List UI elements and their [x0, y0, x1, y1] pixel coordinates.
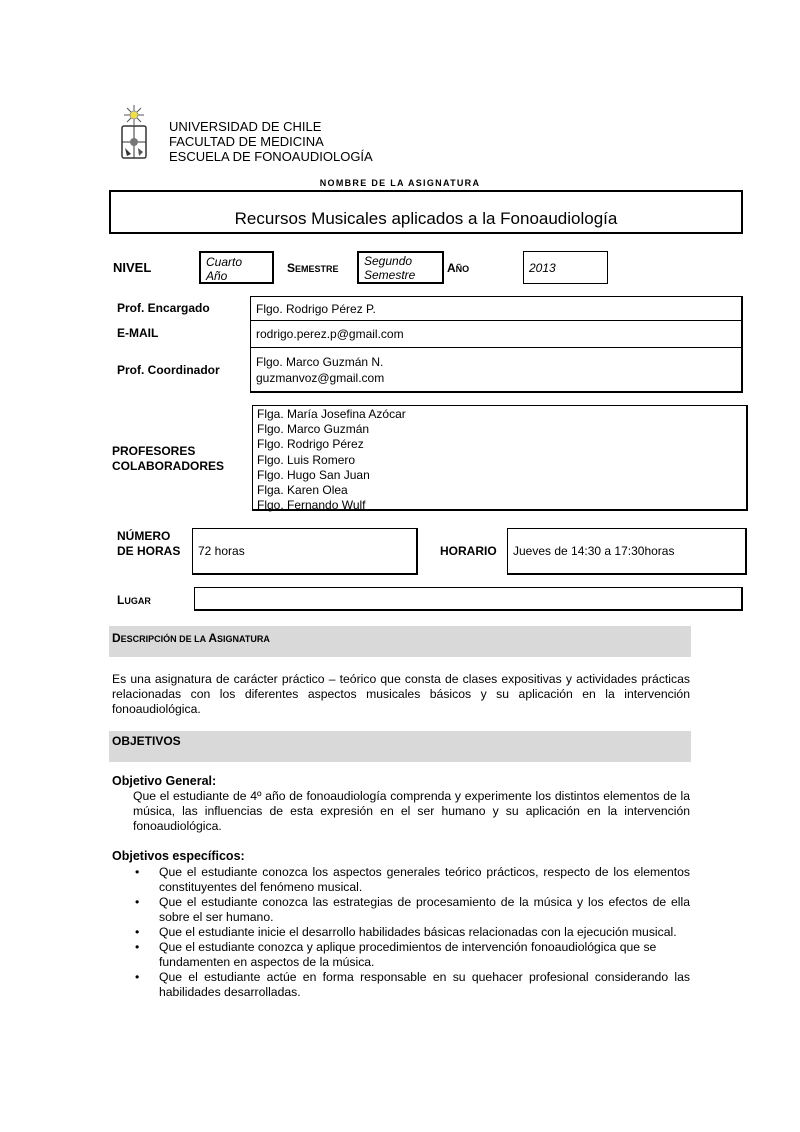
semestre-value-line1: Segundo [364, 254, 413, 268]
semestre-field [357, 251, 444, 284]
header-university: UNIVERSIDAD DE CHILE [169, 119, 322, 134]
objetivo-general-text: Que el estudiante de 4º año de fonoaudiología comprenda y experimente los distintos elementos de la música, las influencias de esta expresión en el ser humano y su aplicación en la intervención fonoaudiológica. [133, 789, 690, 833]
objetivo-especifico-item: • Que el estudiante inicie el desarrollo habilidades básicas relacionadas con la ejecución musical. [135, 925, 677, 939]
descripcion-text: Es una asignatura de carácter práctico – teórico que consta de clases expositivas y actividades prácticas relacionadas con los diferentes aspectos musicales básicos y su aplicación en la intervención fonoaudiológica. [112, 672, 690, 716]
nivel-label: NIVEL [113, 260, 152, 275]
colaborador-item: Flgo. Rodrigo Pérez [257, 437, 364, 452]
header-faculty: FACULTAD DE MEDICINA [169, 134, 324, 149]
nivel-field [199, 251, 274, 284]
horario-field [507, 528, 747, 575]
objetivo-especifico-item: • Que el estudiante conozca los aspectos generales teórico prácticos, respecto de los elementos constituyentes del fenómeno musical. [135, 865, 690, 894]
anio-value: 2013 [529, 261, 556, 275]
anio-label: AÑO [447, 261, 470, 275]
colaborador-item: Flga. María Josefina Azócar [257, 407, 406, 421]
university-crest-icon [119, 104, 149, 160]
objetivo-especifico-item: • Que el estudiante conozca las estrategias de procesamiento de la música y los efectos de ella sobre el ser humano. [135, 895, 690, 924]
colaboradores-box [252, 405, 748, 511]
course-name-value: Recursos Musicales aplicados a la Fonoaudiología [234, 209, 618, 228]
header-school: ESCUELA DE FONOAUDIOLOGÍA [169, 149, 373, 164]
objetivos-heading-bar [109, 731, 691, 762]
objetivo-general-label: Objetivo General: [112, 774, 217, 788]
colaboradores-list [257, 407, 406, 513]
colaborador-item: Flgo. Luis Romero [257, 452, 356, 467]
bullet-icon: • [135, 940, 140, 954]
objetivos-heading: OBJETIVOS [112, 734, 181, 748]
coordinador-email: guzmanvoz@gmail.com [256, 371, 385, 385]
colaborador-item: Flgo. Fernando Wulf [257, 498, 366, 513]
descripcion-heading-bar [109, 626, 691, 657]
colaboradores-label: PROFESORES COLABORADORES [112, 444, 225, 473]
horas-field [192, 528, 418, 575]
staff-box [250, 296, 743, 393]
encargado-label: Prof. Encargado [117, 301, 210, 315]
objetivo-especifico-item: • Que el estudiante actúe en forma responsable en su quehacer profesional considerando las habilidades desarrolladas. [135, 970, 690, 999]
semestre-label: SEMESTRE [287, 261, 339, 275]
colaborador-item: Flgo. Marco Guzmán [257, 422, 370, 437]
objetivos-especificos-list [135, 865, 690, 1000]
horario-value: Jueves de 14:30 a 17:30horas [513, 544, 675, 558]
horas-value: 72 horas [198, 544, 245, 558]
coordinador-name: Flgo. Marco Guzmán N. [256, 355, 384, 369]
bullet-icon: • [135, 925, 140, 939]
nivel-value-line2: Año [206, 269, 228, 283]
anio-field [523, 251, 608, 284]
email-value: rodrigo.perez.p@gmail.com [256, 327, 404, 341]
semestre-value-line2: Semestre [364, 268, 416, 282]
horario-label: HORARIO [440, 544, 497, 558]
lugar-field [194, 587, 743, 611]
horas-label: NÚMERO DE HORAS [117, 529, 181, 558]
bullet-icon: • [135, 970, 140, 984]
objetivos-especificos-label: Objetivos específicos: [112, 849, 245, 863]
coordinador-label: Prof. Coordinador [117, 363, 220, 377]
bullet-icon: • [135, 865, 140, 879]
bullet-icon: • [135, 895, 140, 909]
encargado-value: Flgo. Rodrigo Pérez P. [256, 302, 376, 316]
course-name-label: NOMBRE DE LA ASIGNATURA [319, 178, 481, 188]
descripcion-heading: DESCRIPCIÓN DE LA ASIGNATURA [112, 631, 270, 645]
colaborador-item: Flgo. Hugo San Juan [257, 467, 370, 482]
objetivo-especifico-item: • Que el estudiante conozca y aplique procedimientos de intervención fonoaudiológica que se fundamenten en aspectos de la música. [135, 940, 657, 969]
email-label: E-MAIL [117, 326, 159, 340]
lugar-label: LUGAR [117, 593, 151, 607]
colaborador-item: Flga. Karen Olea [257, 483, 348, 498]
nivel-value-line1: Cuarto [206, 255, 243, 269]
course-name-box [109, 190, 743, 234]
